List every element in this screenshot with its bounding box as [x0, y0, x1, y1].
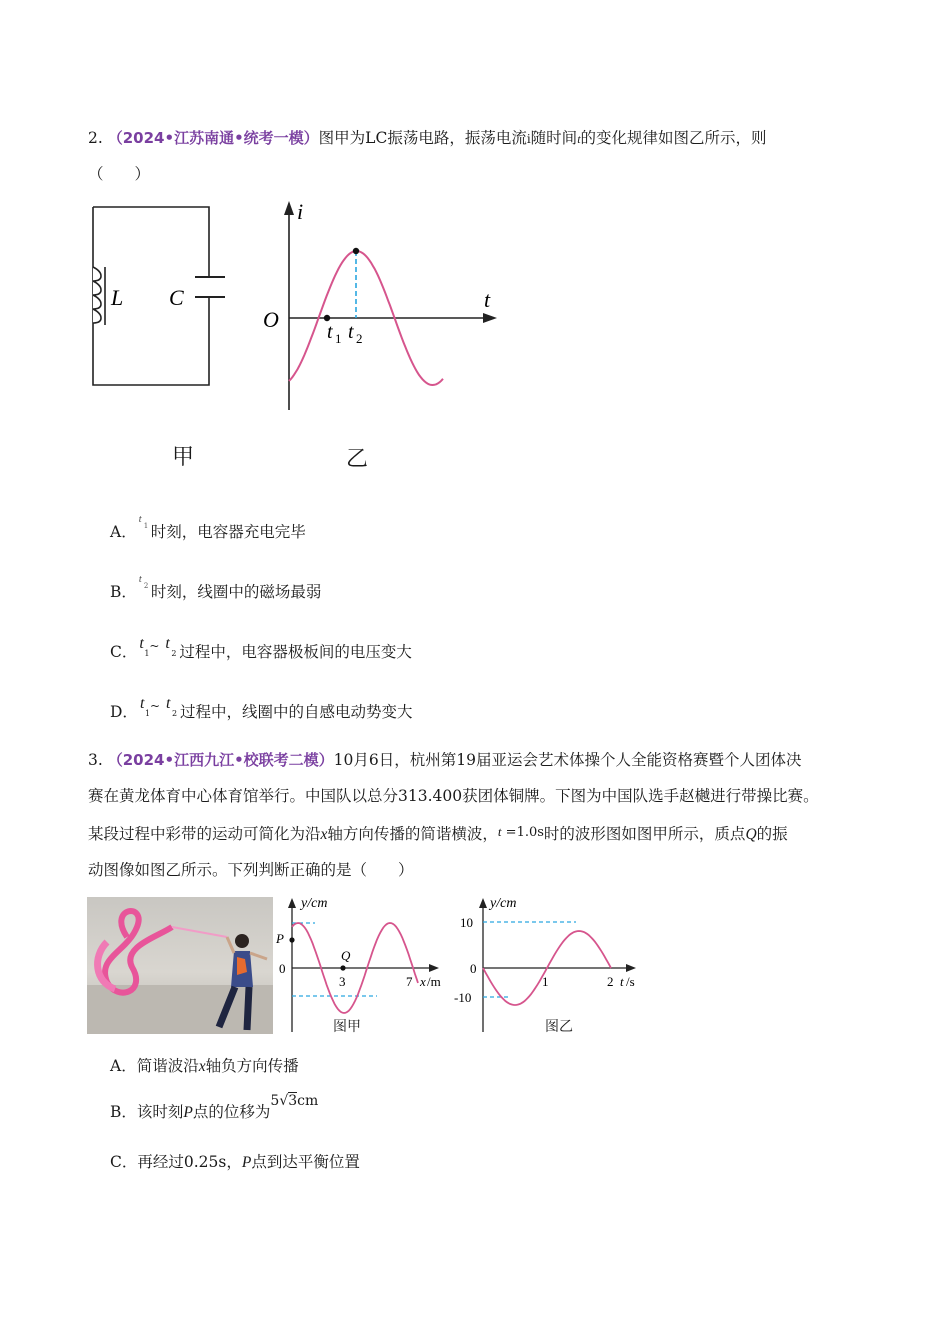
option-tilde: ~ [149, 699, 160, 713]
x-axis-arrow [429, 964, 439, 972]
q3-option-c[interactable] [110, 1152, 360, 1173]
q2-number: 2. [88, 129, 103, 147]
q2-stem-b: 随时间 [530, 129, 578, 147]
q3-number: 3. [88, 751, 103, 769]
tick-1: 1 [542, 974, 549, 989]
i-axis-arrow [284, 201, 294, 215]
p-label: P [276, 931, 284, 946]
q-label: Q [341, 948, 351, 963]
q2-option-c[interactable] [110, 635, 412, 662]
t2-label: t [348, 321, 354, 343]
q3-var-q: Q [745, 826, 757, 843]
waveform-graph-jia [275, 890, 450, 1040]
displacement-value [270, 1093, 318, 1109]
origin-label: O [263, 307, 279, 332]
tick-minus-10: -10 [454, 990, 472, 1005]
option-sub: 1 [144, 649, 150, 658]
q2-paren: （ ） [88, 165, 151, 183]
ylabel-jia: y/cm [301, 896, 328, 911]
option-var: t [138, 574, 142, 585]
inductor-label: L [111, 285, 124, 310]
tick-3: 3 [339, 974, 346, 989]
option-text: 时刻，电容器充电完毕 [150, 523, 306, 541]
gymnast-illustration [87, 897, 273, 1034]
option-var: t [139, 635, 144, 652]
y-axis-arrow [288, 898, 296, 908]
fig-caption-jia: 甲 [172, 445, 195, 470]
xlabel-var: t [620, 974, 624, 989]
option-sub: 1 [144, 709, 151, 718]
t-axis-label: t [484, 287, 491, 312]
caption-yi: 图乙 [545, 1019, 573, 1035]
tick-10: 10 [460, 915, 473, 930]
option-var: P [241, 1154, 252, 1171]
q2-option-a[interactable] [110, 514, 306, 542]
option-text-b: 点到达平衡位置 [251, 1153, 360, 1171]
gymnast-head [235, 934, 249, 948]
option-text-a: 该时刻 [136, 1103, 184, 1121]
sqrt-sign: √ [279, 1093, 289, 1109]
option-letter: B． [110, 1103, 137, 1121]
q2-option-b[interactable] [110, 574, 322, 602]
point-q [340, 965, 345, 970]
xlabel-unit: /m [427, 974, 441, 989]
i-axis-label: i [297, 199, 304, 224]
q3-line3-d: 的振 [756, 825, 788, 843]
q3-source: （2024•江西九江•校联考二模） [107, 751, 334, 769]
q3-var-x: x [320, 826, 328, 843]
q2-stem-line1 [88, 128, 767, 149]
q3-stem-line4: 动图像如图乙所示。下列判断正确的是（ ） [88, 861, 414, 879]
y-axis-arrow [479, 898, 487, 908]
gymnast-photo [87, 897, 273, 1034]
zero-label: 0 [470, 961, 477, 976]
point-p [289, 937, 294, 942]
gymnast-arm-right [250, 953, 267, 959]
fig-caption-yi: 乙 [346, 447, 369, 472]
option-sub: 1 [143, 522, 149, 530]
lc-circuit-diagram [85, 195, 235, 395]
option-text: 过程中，电容器极板间的电压变大 [179, 643, 412, 661]
option-letter: D． [110, 703, 138, 721]
option-text-a: 简谐波沿 [136, 1057, 199, 1075]
option-var2: t [165, 695, 171, 712]
caption-jia: 图甲 [333, 1019, 361, 1035]
q2-var-t: t [577, 132, 581, 146]
zero-label: 0 [279, 961, 286, 976]
inductor-coil [93, 267, 101, 323]
option-letter: A． [110, 523, 137, 541]
capacitor-label: C [169, 285, 184, 310]
option-text-a: 再经过0.25s， [137, 1153, 242, 1171]
option-text-b: 轴负方向传播 [205, 1057, 299, 1075]
t-axis-arrow [626, 964, 636, 972]
option-sub2: 2 [171, 709, 178, 718]
option-var: t [139, 695, 145, 712]
ylabel-yi: y/cm [490, 896, 517, 911]
option-sub2: 2 [171, 649, 177, 658]
option-letter: C． [110, 1153, 138, 1171]
q2-source: （2024•江苏南通•统考一模） [107, 129, 319, 147]
option-var2: t [165, 635, 170, 652]
q3-time-eq: =1.0s [501, 825, 544, 840]
current-time-graph [255, 195, 510, 420]
q3-var-t: t [497, 824, 502, 839]
t1-sub: 1 [335, 331, 342, 346]
gymnast-arm [227, 937, 234, 953]
q3-option-b[interactable] [110, 1093, 319, 1123]
t2-sub: 2 [356, 331, 363, 346]
q3-line3-a: 某段过程中彩带的运动可简化为沿 [88, 825, 321, 843]
option-letter: B． [110, 583, 137, 601]
coef: 5 [270, 1093, 280, 1109]
option-letter: A． [110, 1057, 137, 1075]
option-letter: C． [110, 643, 138, 661]
q2-var-i: i [526, 132, 531, 146]
q2-stem-c: 的变化规律如图乙所示，则 [580, 129, 767, 147]
q3-option-a[interactable] [110, 1056, 299, 1077]
xlabel-unit: /s [626, 974, 635, 989]
q3-stem-line3 [88, 822, 788, 845]
option-tilde: ~ [149, 639, 160, 653]
q3-line1: 10月6日，杭州第19届亚运会艺术体操个人全能资格赛暨个人团体决 [333, 751, 802, 769]
q3-line3-c: 时的波形图如图甲所示，质点 [543, 825, 746, 843]
option-text: 时刻，线圈中的磁场最弱 [150, 583, 322, 601]
q2-option-d[interactable] [110, 695, 413, 722]
ribbon-stick [172, 927, 227, 937]
peak-point [353, 248, 359, 254]
unit: cm [297, 1093, 319, 1109]
q3-stem-line1 [88, 750, 801, 770]
option-var: x [198, 1058, 206, 1075]
t1-label: t [327, 321, 333, 343]
option-text: 过程中，线圈中的自感电动势变大 [179, 703, 413, 721]
option-var: t [138, 514, 142, 525]
q3-stem-line2: 赛在黄龙体育中心体育馆举行。中国队以总分313.400获团体铜牌。下图为中国队选手赵樾进行带操比赛。 [88, 787, 819, 805]
radicand: 3 [288, 1093, 298, 1109]
option-var: P [183, 1104, 193, 1121]
q3-line3-b: 轴方向传播的简谐横波， [327, 825, 498, 843]
q2-stem-a: 图甲为LC振荡电路，振荡电流 [318, 129, 527, 147]
t-axis-arrow [483, 313, 497, 323]
option-sub: 2 [143, 582, 149, 590]
ribbon [105, 911, 172, 993]
tick-7: 7 [406, 974, 413, 989]
tick-2: 2 [607, 974, 614, 989]
xlabel-var: x [420, 974, 426, 989]
option-text-b: 点的位移为 [192, 1103, 271, 1121]
